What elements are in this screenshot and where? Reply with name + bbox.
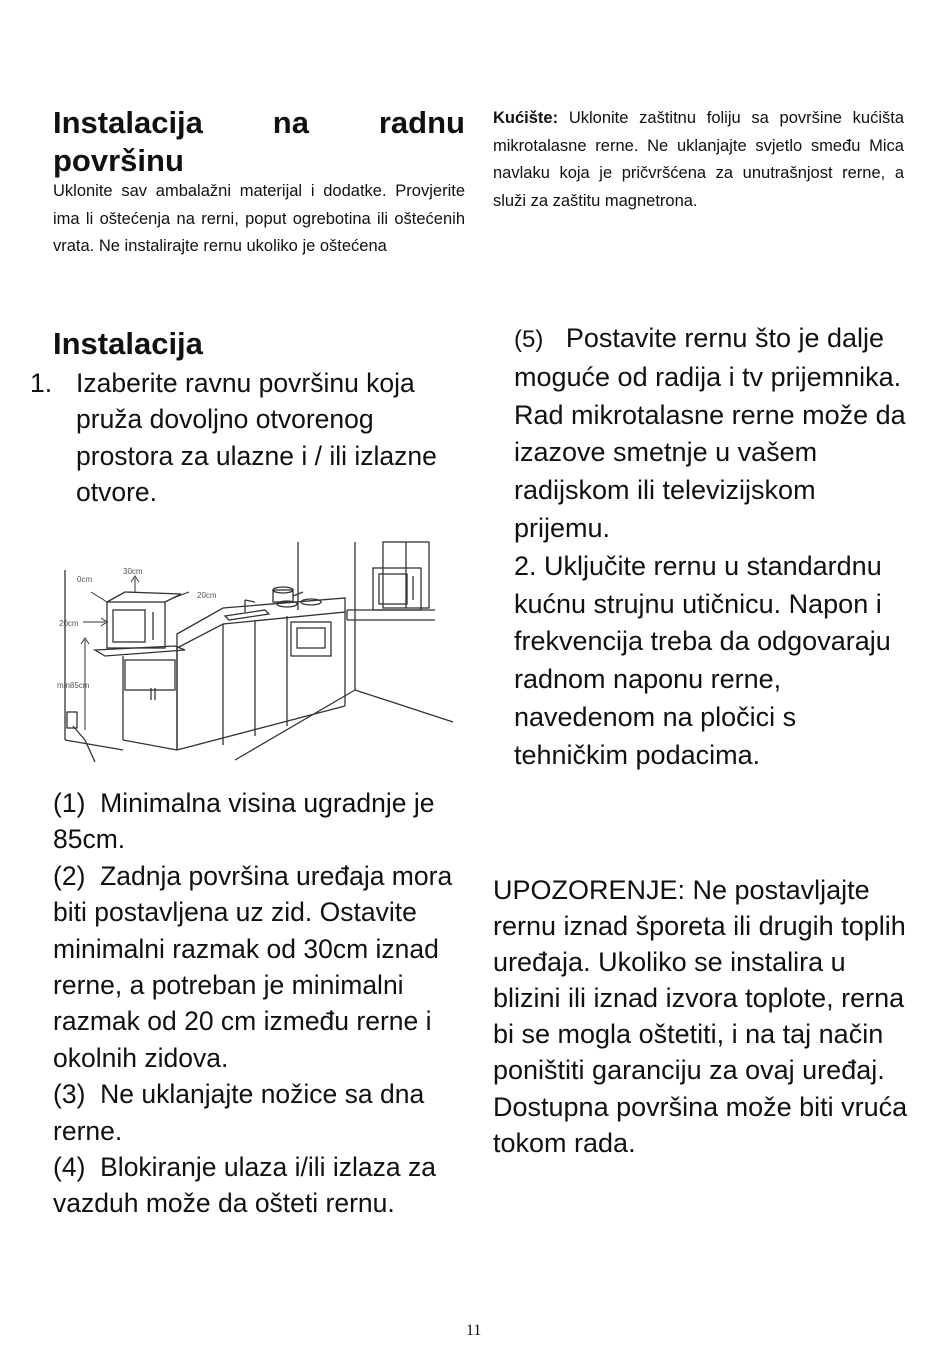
section-countertop-install [53, 104, 465, 261]
warning-text: UPOZORENJE: Ne postavljajte rernu iznad šporeta ili drugih toplih uređaja. Ukoliko se instalira u blizini ili iznad izvora toplote, rerna bi se mogla oštetiti, i na taj način poništiti garanciju za ovaj uređaj. [493, 875, 906, 1086]
label-back-clearance: 0cm [77, 575, 93, 584]
casing-paragraph: Kućište: Uklonite zaštitnu foliju sa površine kućišta mikrotalasne rerne. Ne uklanjajte svjetlo smeđu Mica navlaku koja je pričvršćena za unutrašnjost rerne, a služi za zaštitu magnetrona. [493, 109, 904, 210]
list-item [30, 365, 470, 511]
label-min-height: min85cm [57, 681, 90, 690]
notes-list [53, 785, 473, 1222]
note-number: (1) [53, 788, 86, 818]
note-text: Minimalna visina ugradnje je 85cm. [53, 788, 435, 855]
section-casing [493, 105, 904, 215]
list-item [53, 1076, 473, 1149]
casing-label: Kućište: [493, 109, 559, 127]
right-notes [514, 320, 914, 775]
note-number: (4) [53, 1152, 86, 1183]
note-text: Ne uklanjajte nožice sa dna rerne. [53, 1079, 425, 1146]
list-item [53, 1149, 473, 1222]
heading-countertop-line2: površinu [53, 143, 184, 178]
step-2: 2. Uključite rernu u standardnu kućnu strujnu utičnicu. Napon i frekvencija treba da odgovaraju radnom naponu rerne, navedenom na pločici s tehničkim podacima. [514, 550, 891, 770]
list-item [53, 858, 473, 1076]
installation-steps [30, 365, 470, 511]
step-text: Izaberite ravnu površinu koja pruža dovoljno otvorenog prostora za ulazne i / ili izlazne otvore. [76, 368, 437, 508]
list-item [53, 785, 473, 858]
installation-heading: Instalacija [53, 326, 203, 361]
label-top-clearance: 30cm [123, 567, 143, 576]
note-5 [514, 320, 914, 548]
kitchen-installation-figure [55, 540, 455, 770]
note-text: Postavite rernu što je dalje moguće od radija i tv prijemnika. Rad mikrotalasne rerne može da izazove smetnje u vašem radijskom ili televizijskom prijemu. [514, 323, 906, 543]
label-side-clearance: 20cm [197, 591, 217, 600]
note-number: (3) [53, 1079, 86, 1110]
countertop-paragraph: Uklonite sav ambalažni materijal i dodatke. Provjerite ima li oštećenja na rerni, poput ogrebotina ili oštećenih vrata. Ne instalirajte rernu ukoliko je oštećena [53, 182, 465, 255]
note-number: (2) [53, 860, 86, 891]
note-number: (5) [514, 326, 544, 353]
hot-surface-note: Dostupna površina može biti vruća tokom rada. [493, 1091, 908, 1158]
heading-countertop-line1: Instalacija na radnu [53, 105, 465, 140]
warning-block [493, 872, 913, 1161]
note-text: Zadnja površina uređaja mora biti postavljena uz zid. Ostavite minimalni razmak od 30cm iznad rerne, a potreban je minimalni razmak od 20 cm između rerne i okolnih zidova. [53, 860, 453, 1073]
step-number: 1. [30, 368, 53, 398]
label-side-clearance-left: 20cm [59, 619, 79, 628]
page-number: 11 [466, 1322, 482, 1339]
note-text: Blokiranje ulaza i/ili izlaza za vazduh može da ošteti rernu. [53, 1152, 436, 1219]
section-installation [30, 325, 470, 511]
